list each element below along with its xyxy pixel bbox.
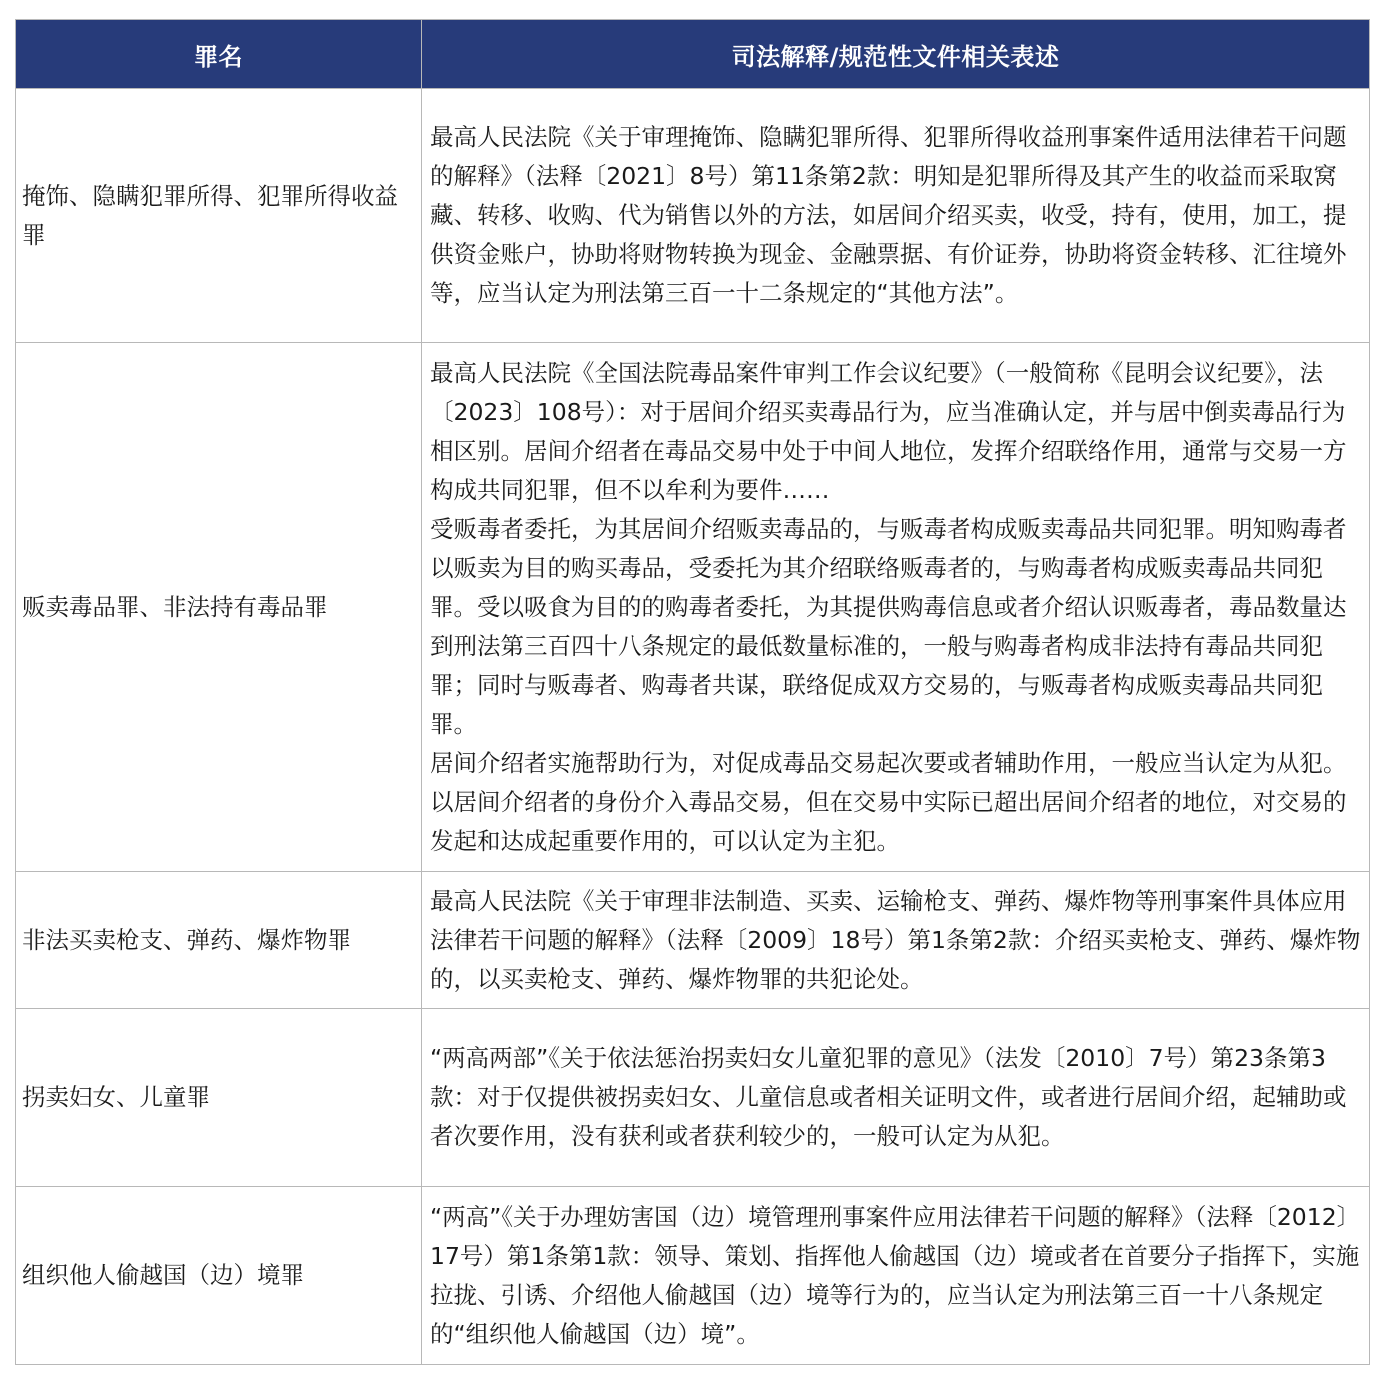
- interpretation-cell: [422, 1009, 1370, 1187]
- table-row: [16, 89, 1370, 343]
- crime-table-container: [15, 19, 1369, 1365]
- table-header-row: [16, 20, 1370, 89]
- interpretation-cell: [422, 343, 1370, 872]
- interpretation-paragraph: 最高人民法院《关于审理非法制造、买卖、运输枪支、弹药、爆炸物等刑事案件具体应用法律若干问题的解释》（法释〔2009〕18号）第1条第2款：介绍买卖枪支、弹药、爆炸物的，以买卖枪支、弹药、爆炸物罪的共犯论处。: [430, 886, 1361, 993]
- interpretation-paragraph: 受贩毒者委托，为其居间介绍贩卖毒品的，与贩毒者构成贩卖毒品共同犯罪。明知购毒者以贩卖为目的购买毒品，受委托为其介绍联络贩毒者的，与购毒者构成贩卖毒品共同犯罪。受以吸食为目的的购毒者委托，为其提供购毒信息或者介绍认识贩毒者，毒品数量达到刑法第三百四十八条规定的最低数量标准的，一般与购毒者构成非法持有毒品共同犯罪；同时与贩毒者、购毒者共谋，联络促成双方交易的，与贩毒者构成贩卖毒品共同犯罪。: [430, 514, 1347, 738]
- crime-name-cell: 非法买卖枪支、弹药、爆炸物罪: [16, 872, 422, 1009]
- header-crime-name: 罪名: [16, 20, 422, 89]
- header-interpretation: 司法解释/规范性文件相关表述: [422, 20, 1370, 89]
- table-row: [16, 343, 1370, 872]
- interpretation-cell: [422, 89, 1370, 343]
- crime-name-cell: 贩卖毒品罪、非法持有毒品罪: [16, 343, 422, 872]
- interpretation-paragraph: 居间介绍者实施帮助行为，对促成毒品交易起次要或者辅助作用，一般应当认定为从犯。以居间介绍者的身份介入毒品交易，但在交易中实际已超出居间介绍者的地位，对交易的发起和达成起重要作用的，可以认定为主犯。: [430, 748, 1347, 855]
- crime-name-cell: 组织他人偷越国（边）境罪: [16, 1187, 422, 1365]
- table-row: [16, 872, 1370, 1009]
- interpretation-cell: [422, 1187, 1370, 1365]
- table-row: [16, 1009, 1370, 1187]
- interpretation-paragraph: “两高两部”《关于依法惩治拐卖妇女儿童犯罪的意见》（法发〔2010〕7号）第23条第3款：对于仅提供被拐卖妇女、儿童信息或者相关证明文件，或者进行居间介绍，起辅助或者次要作用，没有获利或者获利较少的，一般可认定为从犯。: [430, 1044, 1347, 1150]
- crime-name-cell: 掩饰、隐瞒犯罪所得、犯罪所得收益罪: [16, 89, 422, 343]
- crime-name-cell: 拐卖妇女、儿童罪: [16, 1009, 422, 1187]
- interpretation-paragraph: 最高人民法院《关于审理掩饰、隐瞒犯罪所得、犯罪所得收益刑事案件适用法律若干问题的解释》（法释〔2021〕8号）第11条第2款：明知是犯罪所得及其产生的收益而采取窝藏、转移、收购、代为销售以外的方法，如居间介绍买卖，收受，持有，使用，加工，提供资金账户，协助将财物转换为现金、金融票据、有价证券，协助将资金转移、汇往境外等，应当认定为刑法第三百一十二条规定的“其他方法”。: [430, 123, 1347, 307]
- table-row: [16, 1187, 1370, 1365]
- interpretation-cell: [422, 872, 1370, 1009]
- crime-interpretation-table: [15, 19, 1370, 1365]
- interpretation-paragraph: 最高人民法院《全国法院毒品案件审判工作会议纪要》（一般简称《昆明会议纪要》，法〔2023〕108号）：对于居间介绍买卖毒品行为，应当准确认定，并与居中倒卖毒品行为相区别。居间介绍者在毒品交易中处于中间人地位，发挥介绍联络作用，通常与交易一方构成共同犯罪，但不以牟利为要件……: [430, 358, 1347, 504]
- interpretation-paragraph: “两高”《关于办理妨害国（边）境管理刑事案件应用法律若干问题的解释》（法释〔2012〕17号）第1条第1款：领导、策划、指挥他人偷越国（边）境或者在首要分子指挥下，实施拉拢、引诱、介绍他人偷越国（边）境等行为的，应当认定为刑法第三百一十八条规定的“组织他人偷越国（边）境”。: [430, 1202, 1361, 1348]
